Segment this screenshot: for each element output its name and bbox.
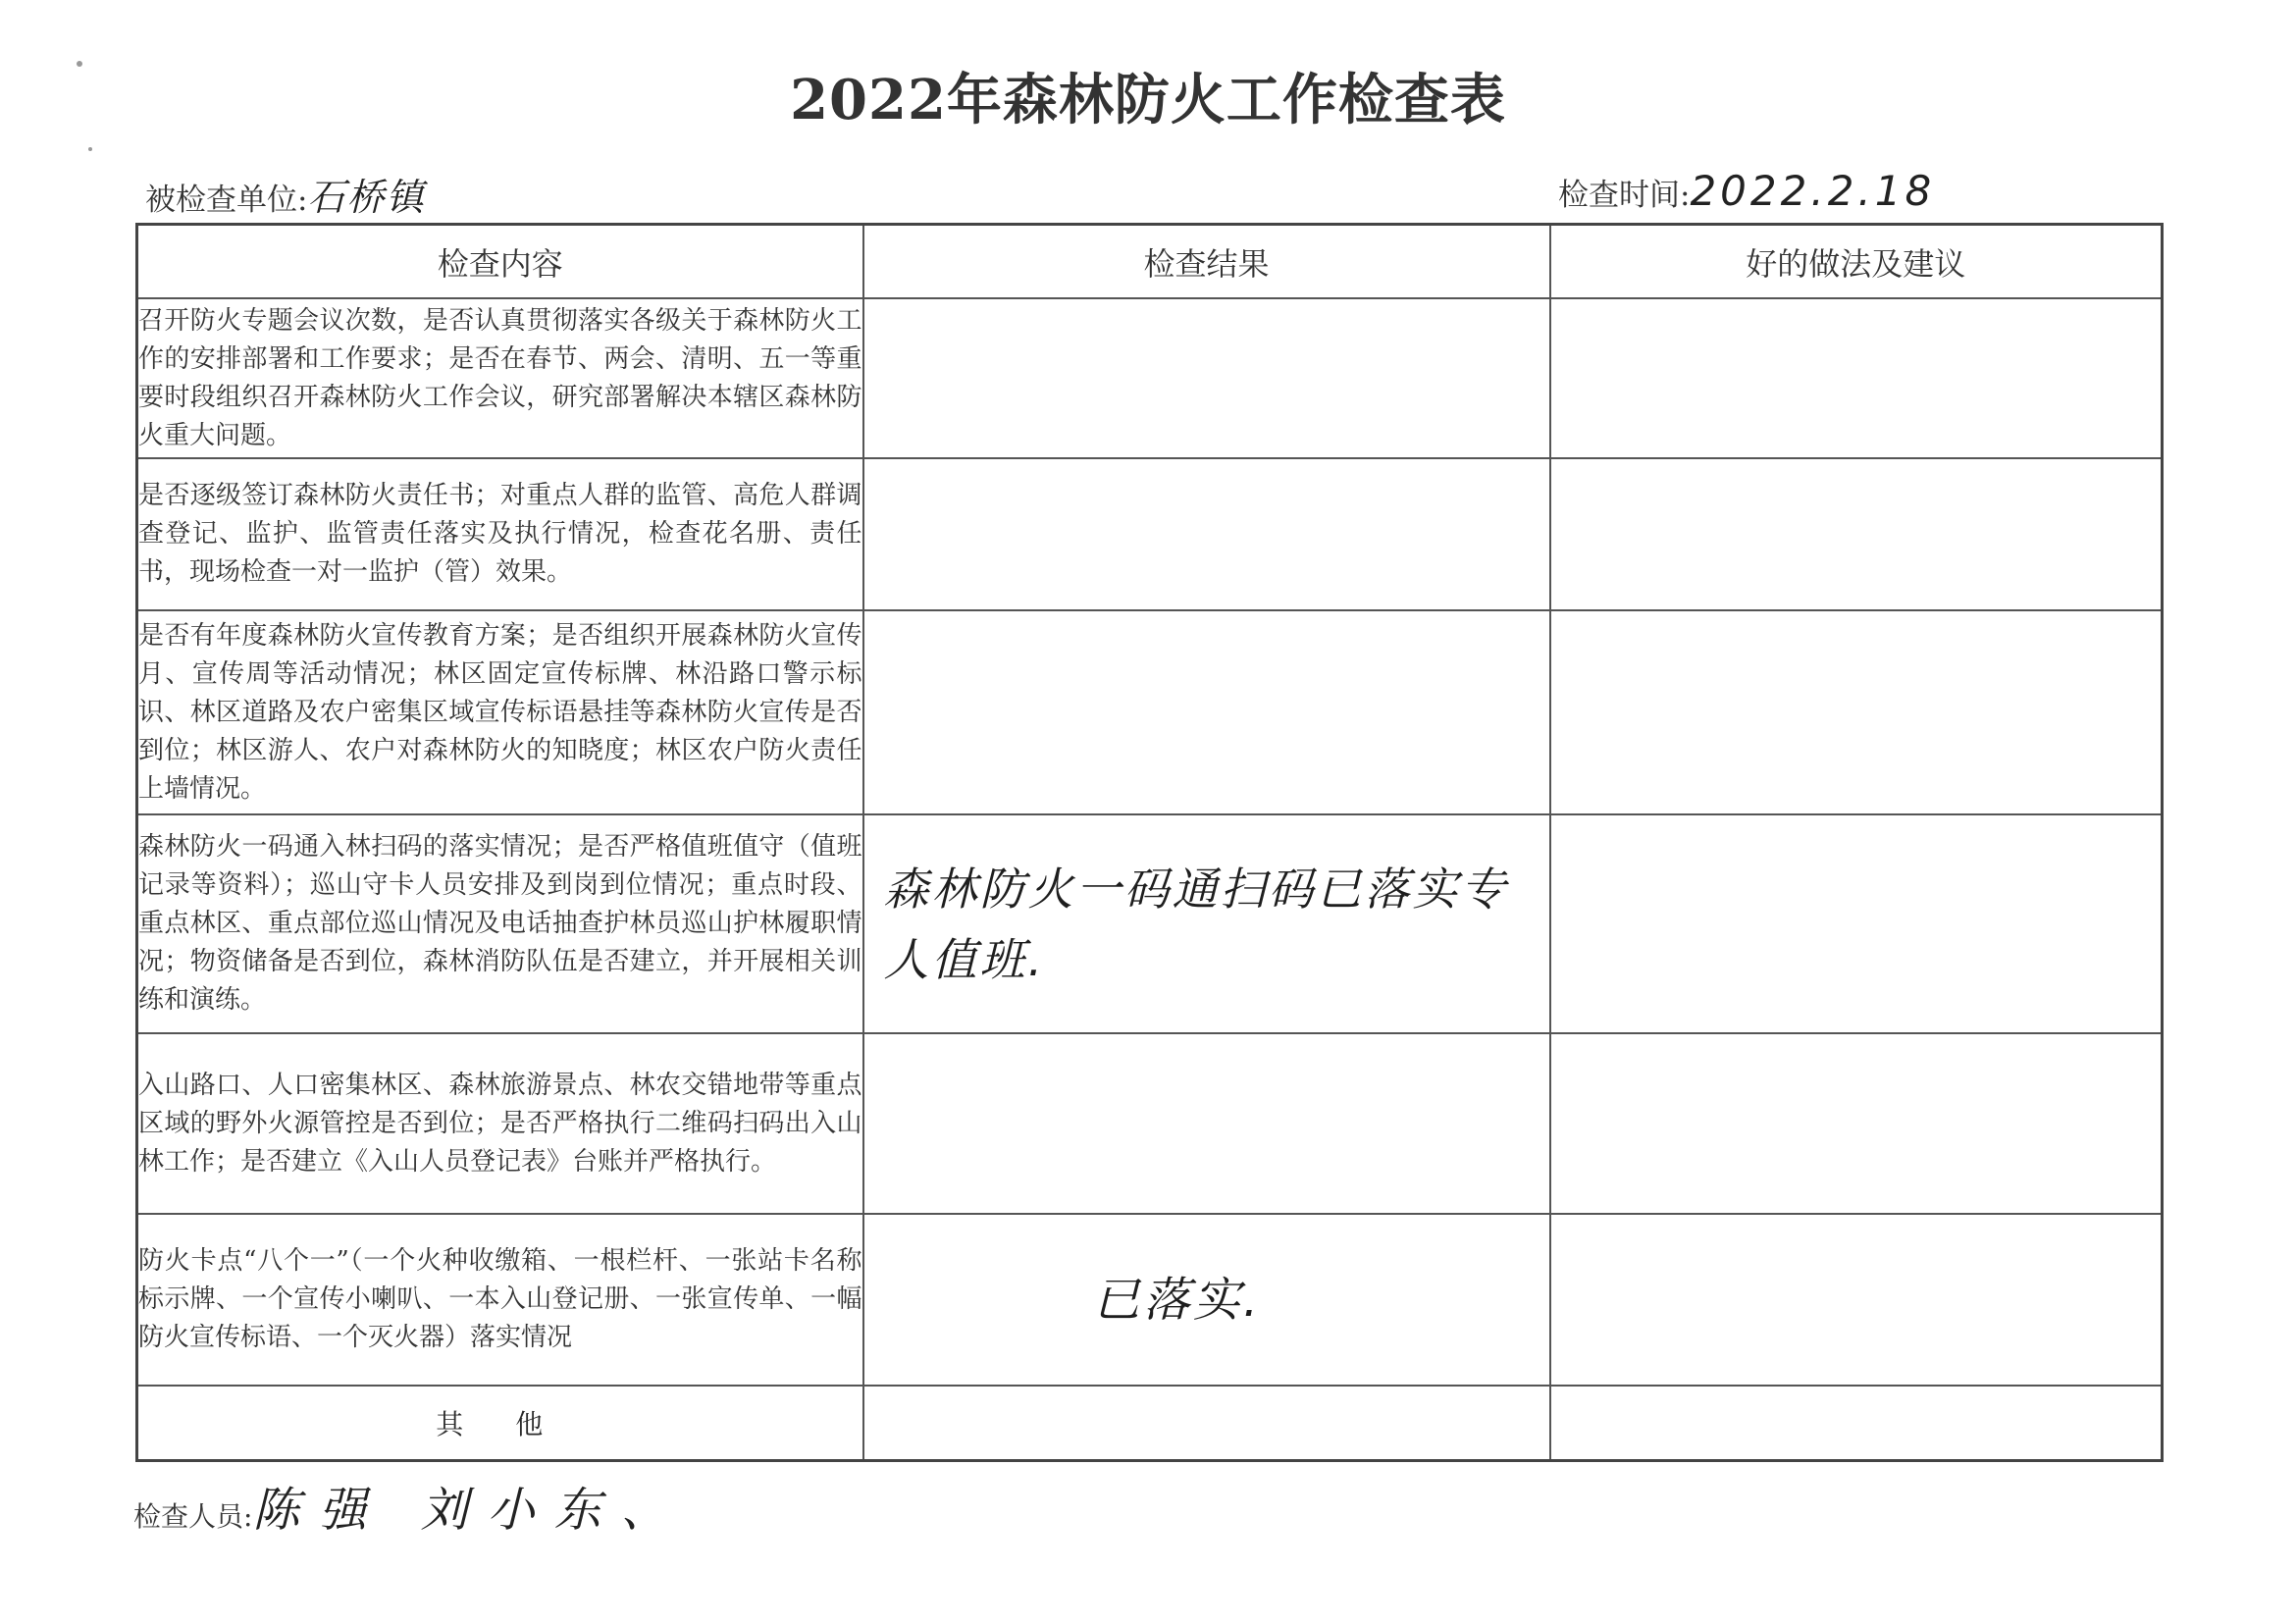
inspection-table xyxy=(135,223,2164,1462)
row-result xyxy=(863,298,1550,458)
row-result xyxy=(863,1033,1550,1214)
inspection-time-handwriting: 2022.2.18 xyxy=(1690,167,1936,215)
table-row xyxy=(137,610,2163,814)
table-row xyxy=(137,458,2163,610)
inspection-time xyxy=(1558,167,1935,215)
row-result xyxy=(863,458,1550,610)
header-result: 检查结果 xyxy=(863,225,1550,299)
row-result xyxy=(863,814,1550,1033)
other-label: 其 他 xyxy=(137,1386,863,1461)
row-suggestion xyxy=(1550,814,2163,1033)
row-content: 入山路口、人口密集林区、森林旅游景点、林农交错地带等重点区域的野外火源管控是否到位；是否严格执行二维码扫码出入山林工作；是否建立《入山人员登记表》台账并严格执行。 xyxy=(137,1033,863,1214)
header-content: 检查内容 xyxy=(137,225,863,299)
table-row xyxy=(137,1214,2163,1386)
row-suggestion xyxy=(1550,1033,2163,1214)
inspectors xyxy=(133,1472,688,1540)
inspection-time-label: 检查时间: xyxy=(1558,178,1691,213)
result-handwriting: 已落实. xyxy=(1092,1272,1262,1328)
table-row xyxy=(137,298,2163,458)
row-suggestion xyxy=(1550,298,2163,458)
inspected-unit-handwriting: 石桥镇 xyxy=(307,176,426,219)
other-suggestion xyxy=(1550,1386,2163,1461)
inspectors-label: 检查人员: xyxy=(133,1500,253,1533)
row-content: 召开防火专题会议次数，是否认真贯彻落实各级关于森林防火工作的安排部署和工作要求；是否在春节、两会、清明、五一等重要时段组织召开森林防火工作会议，研究部署解决本辖区森林防火重大问题。 xyxy=(137,298,863,458)
row-content: 防火卡点“八个一”（一个火种收缴箱、一根栏杆、一张站卡名称标示牌、一个宣传小喇叭、一本入山登记册、一张宣传单、一幅防火宣传标语、一个灭火器）落实情况 xyxy=(137,1214,863,1386)
row-content: 是否有年度森林防火宣传教育方案；是否组织开展森林防火宣传月、宣传周等活动情况；林区固定宣传标牌、林沿路口警示标识、林区道路及农户密集区域宣传标语悬挂等森林防火宣传是否到位；林区游人、农户对森林防火的知晓度；林区农户防火责任上墙情况。 xyxy=(137,610,863,814)
row-suggestion xyxy=(1550,610,2163,814)
page-title: 2022年森林防火工作检查表 xyxy=(790,68,1506,132)
table-row xyxy=(137,814,2163,1033)
row-result xyxy=(863,610,1550,814)
other-result xyxy=(863,1386,1550,1461)
row-result xyxy=(863,1214,1550,1386)
inspectors-signature: 陈强 刘小东、 xyxy=(252,1483,688,1538)
inspected-unit-label: 被检查单位: xyxy=(145,183,308,218)
header-suggestion: 好的做法及建议 xyxy=(1550,225,2163,299)
row-content: 是否逐级签订森林防火责任书；对重点人群的监管、高危人群调查登记、监护、监管责任落实及执行情况，检查花名册、责任书，现场检查一对一监护（管）效果。 xyxy=(137,458,863,610)
row-content: 森林防火一码通入林扫码的落实情况；是否严格值班值守（值班记录等资料）；巡山守卡人员安排及到岗到位情况；重点时段、重点林区、重点部位巡山情况及电话抽查护林员巡山护林履职情况；物资储备是否到位，森林消防队伍是否建立，并开展相关训练和演练。 xyxy=(137,814,863,1033)
table-header-row xyxy=(137,225,2163,299)
row-suggestion xyxy=(1550,458,2163,610)
row-suggestion xyxy=(1550,1214,2163,1386)
table-row xyxy=(137,1033,2163,1214)
table-row-other xyxy=(137,1386,2163,1461)
result-handwriting: 森林防火一码通扫码已落实专人值班. xyxy=(883,862,1509,986)
inspected-unit xyxy=(145,167,425,221)
scan-speck xyxy=(88,147,92,151)
